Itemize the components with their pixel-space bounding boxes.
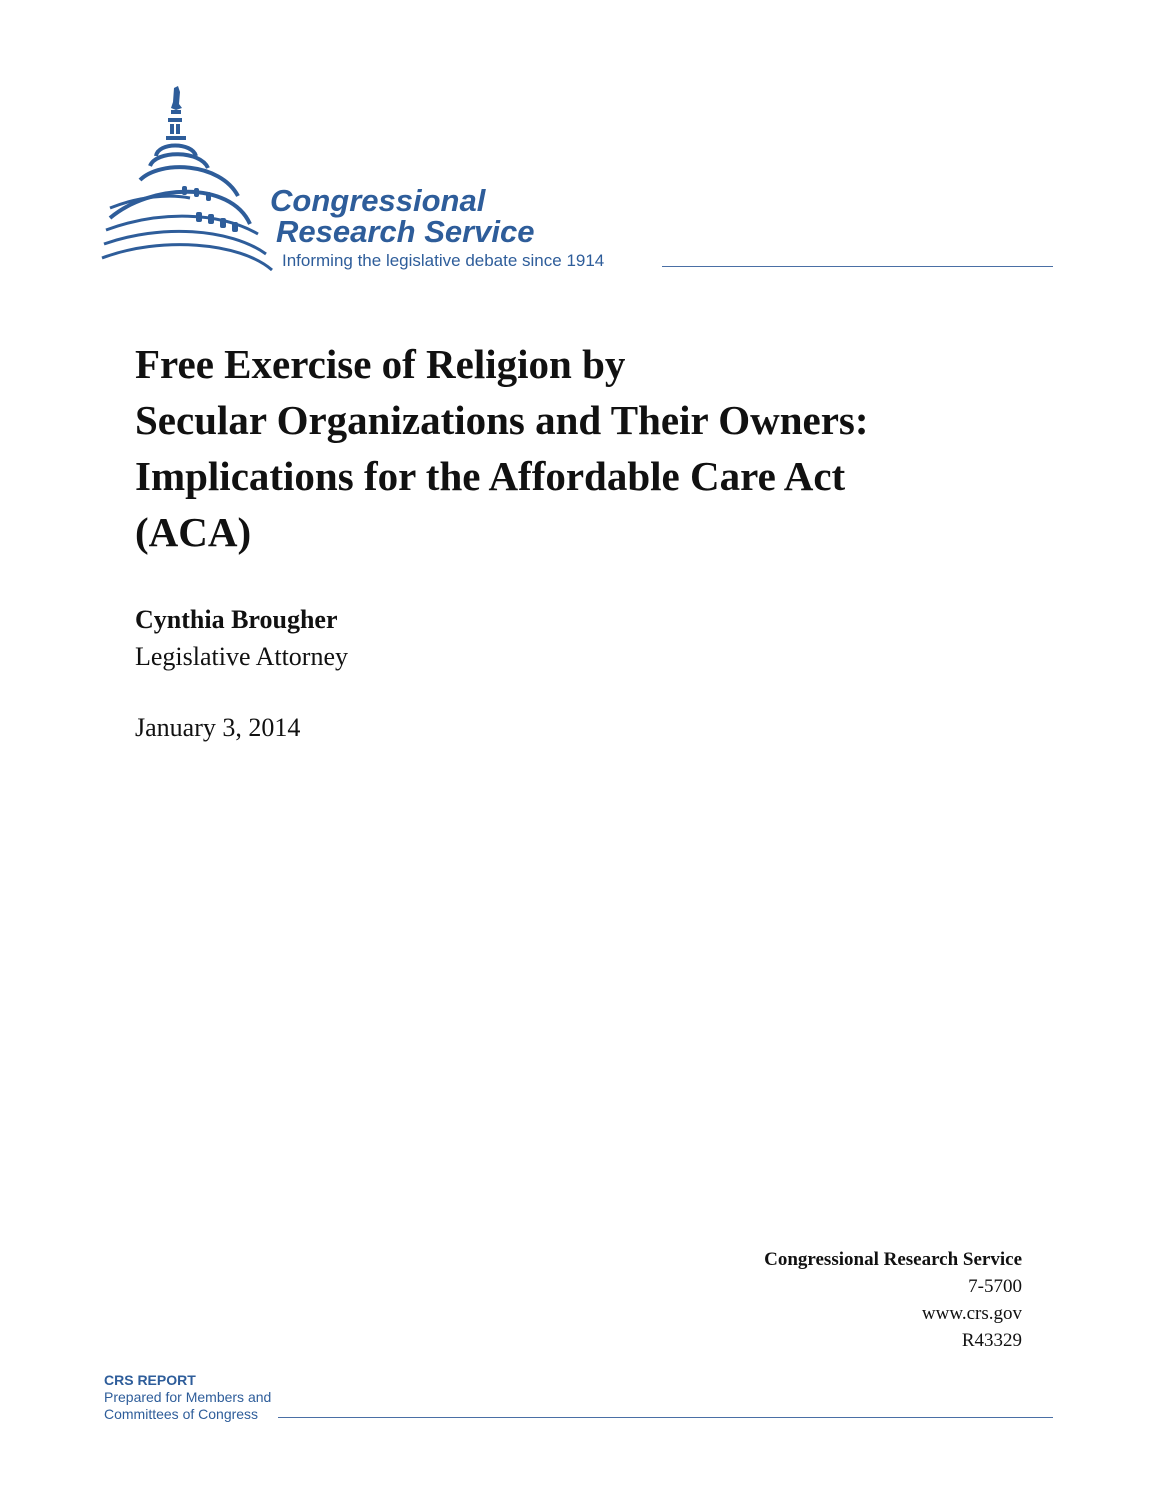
footer-code: 7-5700 — [968, 1276, 1022, 1297]
title-line-2: Secular Organizations and Their Owners: — [135, 397, 869, 443]
footer-report-number: R43329 — [961, 1330, 1022, 1351]
brand-tagline: Informing the legislative debate since 1914 — [282, 251, 605, 270]
crs-report-line1: Prepared for Members and — [104, 1389, 272, 1405]
title-line-4: (ACA) — [135, 509, 252, 555]
report-title — [135, 336, 1035, 560]
author-title: Legislative Attorney — [135, 642, 349, 671]
footer-website: www.crs.gov — [921, 1303, 1022, 1324]
brand-name-line2: Research Service — [276, 214, 535, 249]
author-name: Cynthia Brougher — [135, 605, 338, 634]
crs-report-line2: Committees of Congress — [104, 1406, 259, 1422]
crs-report-label — [104, 1372, 271, 1423]
brand-name-line1: Congressional — [270, 183, 486, 218]
report-date: January 3, 2014 — [135, 713, 301, 742]
header-divider — [662, 266, 1053, 267]
crs-report-heading: CRS REPORT — [104, 1372, 196, 1388]
footer-org: Congressional Research Service — [764, 1249, 1022, 1270]
title-line-3: Implications for the Affordable Care Act — [135, 453, 846, 499]
title-line-1: Free Exercise of Religion by — [135, 341, 626, 387]
footer-divider — [278, 1417, 1053, 1418]
footer-info — [764, 1246, 1022, 1354]
capitol-dome-icon — [100, 84, 276, 274]
